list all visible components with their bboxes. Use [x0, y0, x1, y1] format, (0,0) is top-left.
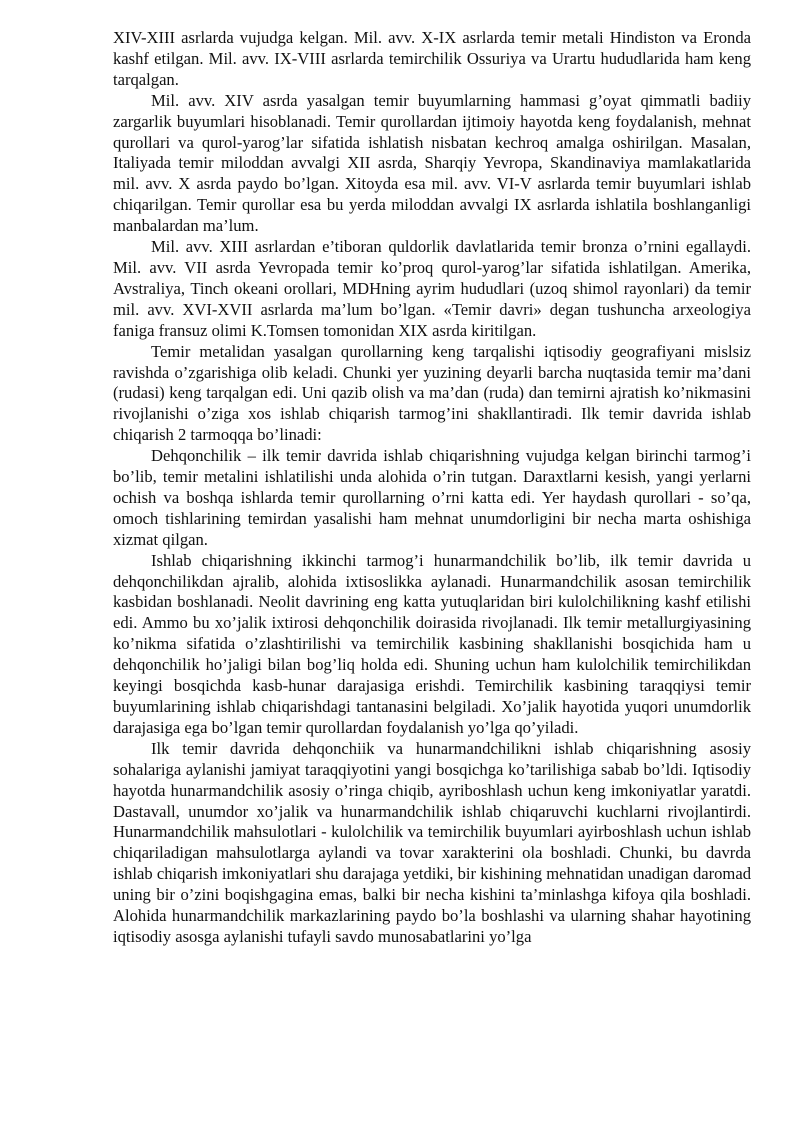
paragraph-society-development: Ilk temir davrida dehqonchiik va hunarmandchilikni ishlab chiqarishning asosiy sohalariga aylanishi jamiyat taraqqiyotini yangi bosqichga ko’tarilishiga sabab bo’ldi. Iqtisodiy hayotda hunarmandchilik asosiy o’ringa chiqib, ayriboshlash uchun keng imkoniyatlar yaratdi. Dastavall, unumdor xo’jalik va hunarmandchilik ishlab chiqaruvchi kuchlarni rivojlantirdi. Hunarmandchilik mahsulotlari - kulolchilik va temirchilik buyumlari ayirboshlash uchun ishlab chiqariladigan mahsulotlarga aylandi va tovar xarakterini ola boshladi. Chunki, bu davrda ishlab chiqarish imkoniyatlari shu darajaga yetdiki, bir kishining mehnatidan unadigan daromad uning bir o’zini boqishgagina emas, balki bir necha kishini ta’minlashga kifoya qila boshladi. Alohida hunarmandchilik markazlarining paydo bo’la boshlashi va ularning shahar hayotining iqtisodiy asosga aylanishi tufayli savdo munosabatlarini yo’lga: [113, 738, 751, 946]
paragraph-crafts: Ishlab chiqarishning ikkinchi tarmog’i hunarmandchilik bo’lib, ilk temir davrida u dehqonchilikdan ajralib, alohida ixtisoslikka aylanadi. Hunarmandchilik asosan temirchilik kasbidan boshlanadi. Neolit davrining eng katta yutuqlaridan biri kulolchilikning kashf etilishi edi. Ammo bu xo’jalik ixtirosi dehqonchilik doirasida rivojlanadi. Ilk temir metallurgiyasining ko’nikma sifatida o’zlashtirilishi va temirchilik kasbining shakllanishi bosqichida ham u dehqonchilik ho’jaligi bilan bog’liq holda edi. Shuning uchun ham kulolchilik temirchilikdan keyingi bosqichda kasb-hunar darajasiga erishdi. Temirchilik kasbining taraqqiysi temir buyumlarining ishlab chiqarishdagi tantanasini belgiladi. Xo’jalik hayotida yuqori unumdorlik darajasiga ega bo’lgan temir qurollardan foydalanish yo’lga qo’yiladi.: [113, 550, 751, 737]
paragraph-economic-geography: Temir metalidan yasalgan qurollarning keng tarqalishi iqtisodiy geografiyani mislsiz ravishda o’zgarishiga olib keladi. Chunki yer yuzining deyarli barcha nuqtasida temir ma’dani (rudasi) keng tarqalgan edi. Uni qazib olish va ma’dan (ruda) dan temirni ajratish ko’nikmasini rivojlanishi o’ziga xos ishlab chiqarish tarmog’ini shakllantiradi. Ilk temir davrida ishlab chiqarish 2 tarmoqqa bo’linadi:: [113, 341, 751, 445]
document-page: [113, 28, 751, 948]
paragraph-continuation: XIV-XIII asrlarda vujudga kelgan. Mil. avv. X-IX asrlarda temir metali Hindiston va Eronda kashf etilgan. Mil. avv. IX-VIII asrlarda temirchilik Ossuriya va Urartu hududlarida ham keng tarqalgan.: [113, 28, 751, 89]
paragraph-agriculture: Dehqonchilik – ilk temir davrida ishlab chiqarishning vujudga kelgan birinchi tarmog’i bo’lib, temir metalini ishlatilishi unda alohida o’rin tutgan. Daraxtlarni kesish, yangi yerlarni ochish va boshqa ishlarda temir qurollarning o’rni katta edi. Yer haydash qurollari - so’qa, omoch tishlarining temirdan yasalishi ham mehnat unumdorligini bir necha marta oshishiga xizmat qilgan.: [113, 446, 751, 549]
paragraph-slave-states: Mil. avv. XIII asrlardan e’tiboran quldorlik davlatlarida temir bronza o’rnini egallaydi. Mil. avv. VII asrda Yevropada temir ko’proq qurol-yarog’lar sifatida ishlatilgan. Amerika, Avstraliya, Tinch okeani orollari, MDHning ayrim hududlari (uzoq shimol rayonlari) da temir mil. avv. XVI-XVII asrlarda ma’lum bo’lgan. «Temir davri» degan tushuncha arxeologiya faniga fransuz olimi K.Tomsen tomonidan XIX asrda kiritilgan.: [113, 237, 751, 340]
paragraph-iron-artifacts: Mil. avv. XIV asrda yasalgan temir buyumlarning hammasi g’oyat qimmatli badiiy zargarlik buyumlari hisoblanadi. Temir qurollardan ijtimoiy hayotda keng foydalanish, mehnat qurollari va qurol-yarog’lar sifatida ishlatish nisbatan kechroq amalga oshirilgan. Masalan, Italiyada temir miloddan avvalgi XII asrda, Sharqiy Yevropa, Skandinaviya mamlakatlarida mil. avv. X asrda paydo bo’lgan. Xitoyda esa mil. avv. VI-V asrlarda temir buyumlari ishlab chiqarilgan. Temir qurollar esa bu yerda miloddan avvalgi IX asrlarda ishlatila boshlanganligi manbalardan ma’lum.: [113, 90, 751, 236]
